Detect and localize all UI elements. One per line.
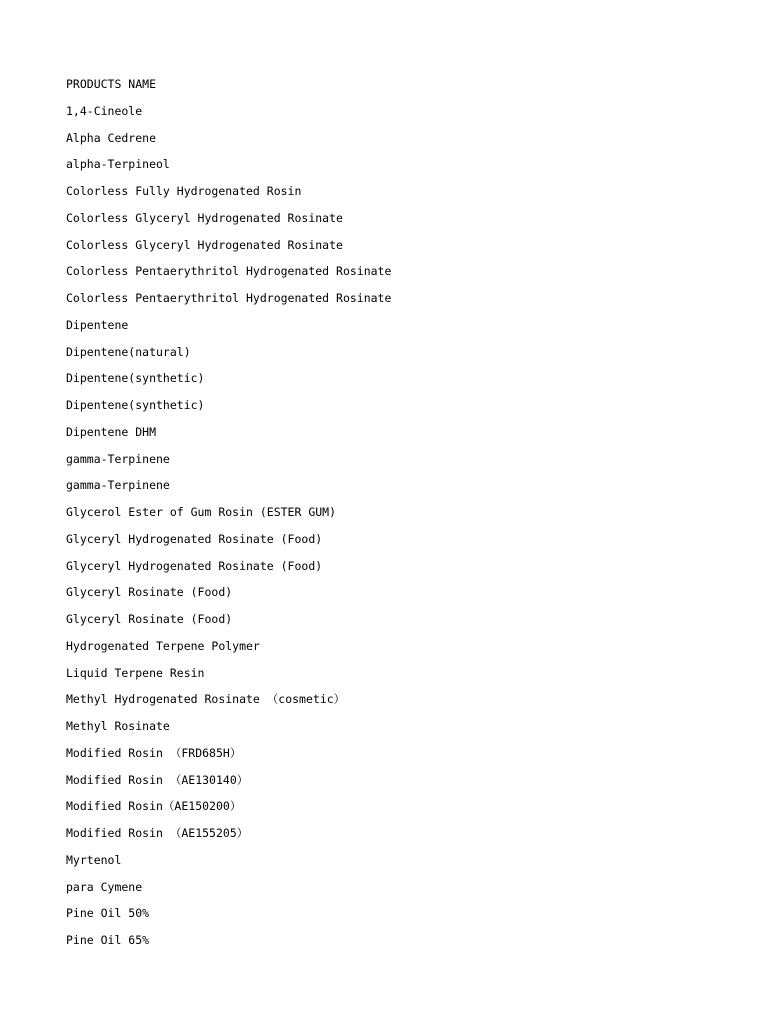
product-item: Methyl Hydrogenated Rosinate （cosmetic） bbox=[66, 692, 346, 707]
product-item: 1,4-Cineole bbox=[66, 103, 143, 118]
product-item: Colorless Pentaerythritol Hydrogenated Rosinate bbox=[66, 291, 392, 305]
product-item: Myrtenol bbox=[66, 852, 122, 867]
product-item: Liquid Terpene Resin bbox=[66, 665, 205, 680]
products-list bbox=[66, 71, 391, 954]
product-item: alpha-Terpineol bbox=[66, 157, 170, 172]
product-item: para Cymene bbox=[66, 879, 143, 894]
product-item: Colorless Pentaerythritol Hydrogenated Rosinate bbox=[66, 264, 392, 279]
product-item: Glyceryl Hydrogenated Rosinate (Food) bbox=[66, 558, 323, 573]
product-item: Colorless Fully Hydrogenated Rosin bbox=[66, 184, 302, 198]
product-item: gamma-Terpinene bbox=[66, 478, 170, 493]
product-item: Modified Rosin（AE150200） bbox=[66, 799, 242, 814]
product-item: Dipentene bbox=[66, 317, 129, 332]
product-item: Hydrogenated Terpene Polymer bbox=[66, 638, 260, 653]
product-item: Glycerol Ester of Gum Rosin (ESTER GUM) bbox=[66, 505, 337, 519]
product-item: Dipentene(synthetic) bbox=[66, 398, 205, 412]
product-item: gamma-Terpinene bbox=[66, 451, 170, 466]
product-item: Dipentene(synthetic) bbox=[66, 371, 205, 386]
product-item: Pine Oil 50% bbox=[66, 906, 150, 921]
product-item: Glyceryl Hydrogenated Rosinate (Food) bbox=[66, 531, 323, 546]
product-item: Modified Rosin （AE155205） bbox=[66, 826, 249, 840]
product-item: Modified Rosin （AE130140） bbox=[66, 772, 249, 787]
product-item: Colorless Glyceryl Hydrogenated Rosinate bbox=[66, 210, 343, 225]
product-item: Dipentene(natural) bbox=[66, 344, 191, 359]
product-item: Alpha Cedrene bbox=[66, 130, 157, 145]
product-item: Pine Oil 65% bbox=[66, 933, 150, 947]
product-item: Modified Rosin （FRD685H） bbox=[66, 745, 242, 760]
product-item: Glyceryl Rosinate (Food) bbox=[66, 612, 233, 626]
product-item: Colorless Glyceryl Hydrogenated Rosinate bbox=[66, 237, 343, 252]
products-heading: PRODUCTS NAME bbox=[66, 77, 157, 91]
product-item: Glyceryl Rosinate (Food) bbox=[66, 585, 233, 600]
product-item: Methyl Rosinate bbox=[66, 719, 170, 733]
product-item: Dipentene DHM bbox=[66, 424, 157, 439]
